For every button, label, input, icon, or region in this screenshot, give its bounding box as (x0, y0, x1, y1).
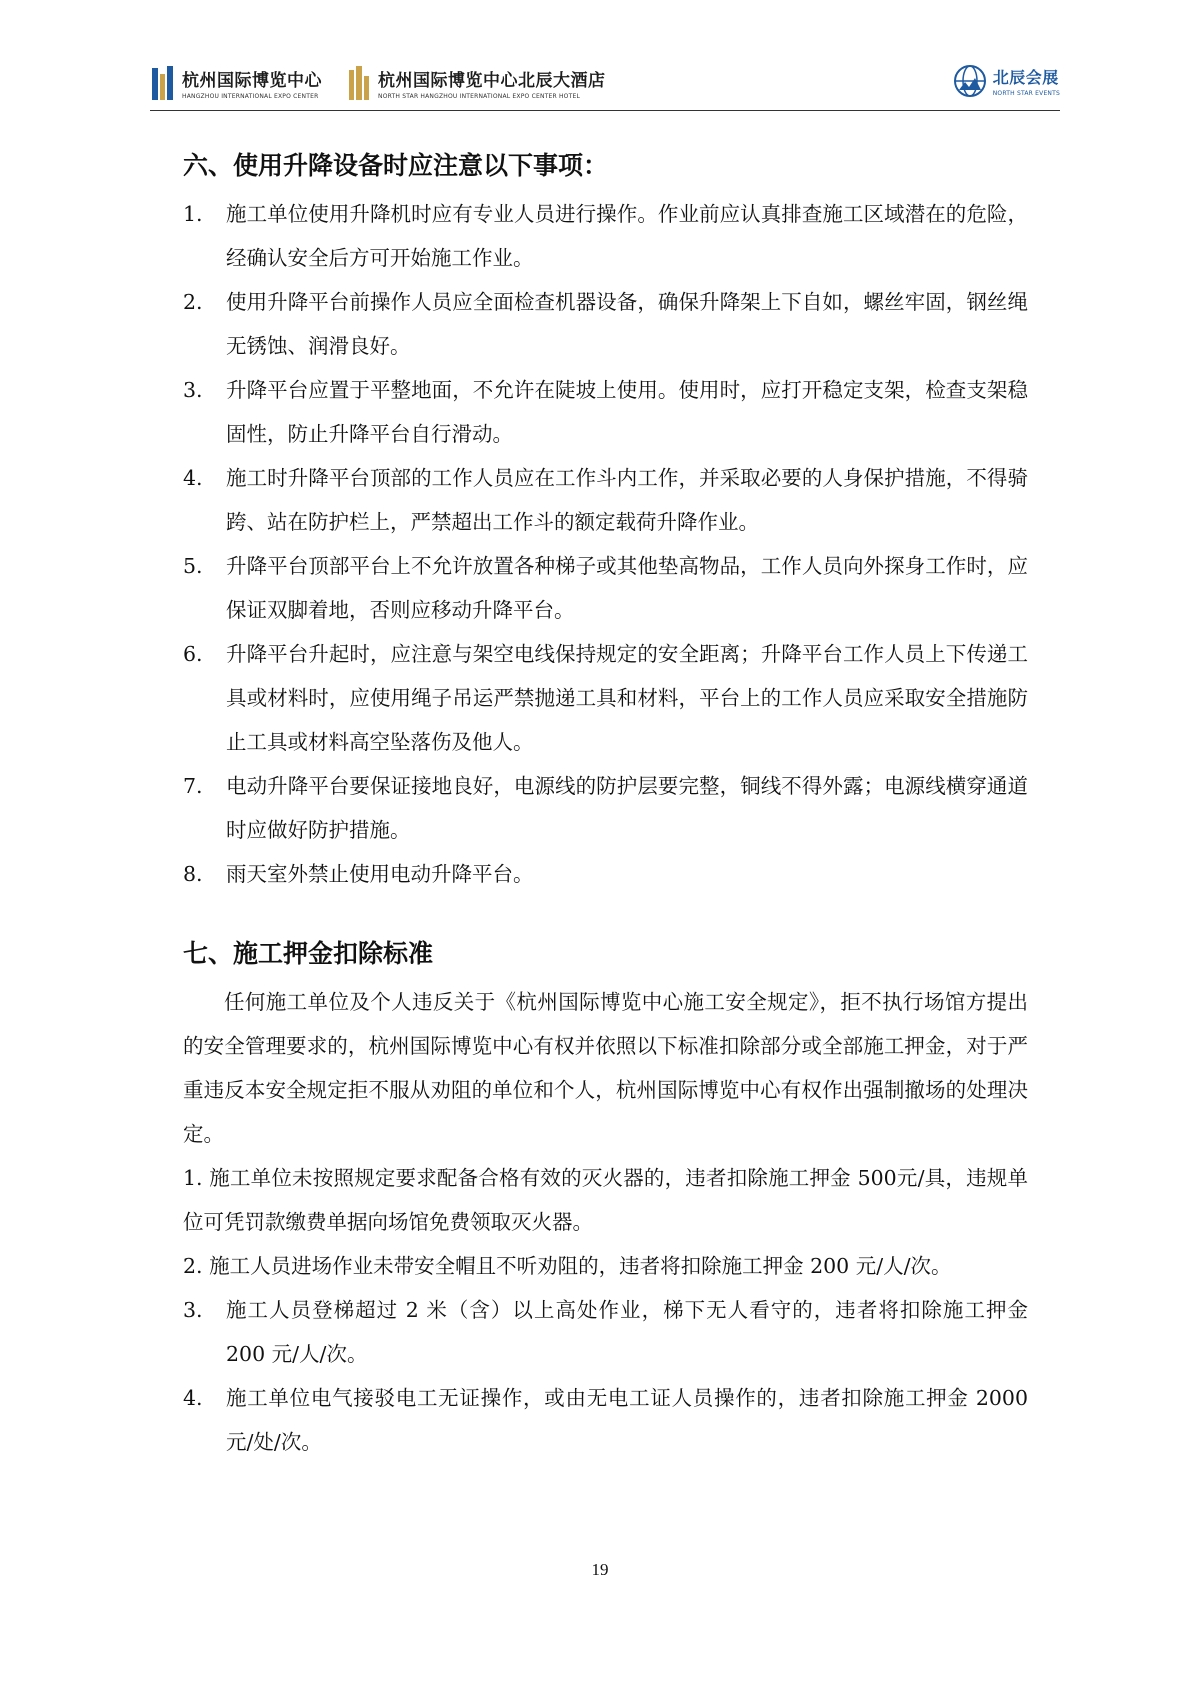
list-item (183, 280, 1028, 368)
item-number: 6. (183, 642, 203, 666)
item-text: 使用升降平台前操作人员应全面检查机器设备，确保升降架上下自如，螺丝牢固，钢丝绳无锈蚀、润滑良好。 (226, 290, 1028, 358)
brand2-name: 杭州国际博览中心北辰大酒店 (378, 71, 606, 91)
globe-icon (953, 64, 987, 98)
hotel-logo (346, 64, 606, 102)
item-text: 升降平台应置于平整地面，不允许在陡坡上使用。使用时，应打开稳定支架，检查支架稳固性，防止升降平台自行滑动。 (226, 378, 1028, 446)
brand2-english: NORTH STAR HANGZHOU INTERNATIONAL EXPO CENTER HOTEL (378, 93, 581, 100)
item-number: 4. (183, 466, 203, 490)
section-6-heading: 六、使用升降设备时应注意以下事项： (183, 151, 609, 180)
item-text: 电动升降平台要保证接地良好，电源线的防护层要完整，铜线不得外露；电源线横穿通道时应做好防护措施。 (226, 774, 1028, 842)
item-number: 3. (183, 1298, 203, 1322)
item-number: 5. (183, 554, 203, 578)
item-text: 雨天室外禁止使用电动升降平台。 (226, 862, 534, 886)
page-header (150, 60, 1060, 111)
item-text: 施工人员登梯超过 2 米（含）以上高处作业，梯下无人看守的，违者将扣除施工押金 200 元/人/次。 (226, 1298, 1028, 1366)
list-item (183, 368, 1028, 456)
item-text: 升降平台顶部平台上不允许放置各种梯子或其他垫高物品，工作人员向外探身工作时，应保证双脚着地，否则应移动升降平台。 (226, 554, 1028, 622)
brand3-name: 北辰会展 (992, 68, 1059, 87)
item-text: 施工单位使用升降机时应有专业人员进行操作。作业前应认真排查施工区域潜在的危险，经确认安全后方可开始施工作业。 (226, 202, 1028, 270)
item-number: 8. (183, 862, 203, 886)
page-number: 19 (591, 1560, 609, 1579)
list-item (183, 544, 1028, 632)
item-number: 7. (183, 774, 203, 798)
north-star-events-logo (953, 64, 1060, 98)
item-text: 施工单位电气接驳电工无证操作，或由无电工证人员操作的，违者扣除施工押金 2000 元/处/次。 (226, 1386, 1028, 1454)
list-item (183, 764, 1028, 852)
expo-center-logo (150, 64, 322, 102)
item-number: 4. (183, 1386, 203, 1410)
item-number: 1. (183, 202, 203, 226)
list-item (183, 632, 1028, 764)
section-7-heading: 七、施工押金扣除标准 (183, 939, 434, 968)
section-7-intro: 任何施工单位及个人违反关于《杭州国际博览中心施工安全规定》，拒不执行场馆方提出的安全管理要求的，杭州国际博览中心有权并依照以下标准扣除部分或全部施工押金，对于严重违反本安全规定拒不服从劝阻的单位和个人，杭州国际博览中心有权作出强制撤场的处理决定。 (183, 990, 1028, 1146)
brand1-name: 杭州国际博览中心 (182, 71, 322, 91)
item-number: 2. (183, 290, 203, 314)
list-item (183, 456, 1028, 544)
item-number: 3. (183, 378, 203, 402)
list-item (183, 852, 1028, 896)
list-item (183, 192, 1028, 280)
expo-center-logo-icon (150, 64, 176, 102)
brand3-english: NORTH STAR EVENTS (992, 90, 1060, 97)
list-item (183, 1288, 1028, 1376)
item-text: 升降平台升起时，应注意与架空电线保持规定的安全距离；升降平台工作人员上下传递工具或材料时，应使用绳子吊运严禁抛递工具和材料，平台上的工作人员应采取安全措施防止工具或材料高空坠落伤及他人。 (226, 642, 1028, 754)
hotel-logo-icon (346, 64, 372, 102)
list-item (183, 1376, 1028, 1464)
document-body (183, 140, 1028, 1464)
item-text: 施工时升降平台顶部的工作人员应在工作斗内工作，并采取必要的人身保护措施，不得骑跨、站在防护栏上，严禁超出工作斗的额定载荷升降作业。 (226, 466, 1028, 534)
deduction-rule: 2. 施工人员进场作业未带安全帽且不听劝阻的，违者将扣除施工押金 200 元/人/次。 (183, 1254, 952, 1278)
brand1-english: HANGZHOU INTERNATIONAL EXPO CENTER (182, 93, 319, 100)
deduction-rule: 1. 施工单位未按照规定要求配备合格有效的灭火器的，违者扣除施工押金 500元/具，违规单位可凭罚款缴费单据向场馆免费领取灭火器。 (183, 1166, 1028, 1234)
